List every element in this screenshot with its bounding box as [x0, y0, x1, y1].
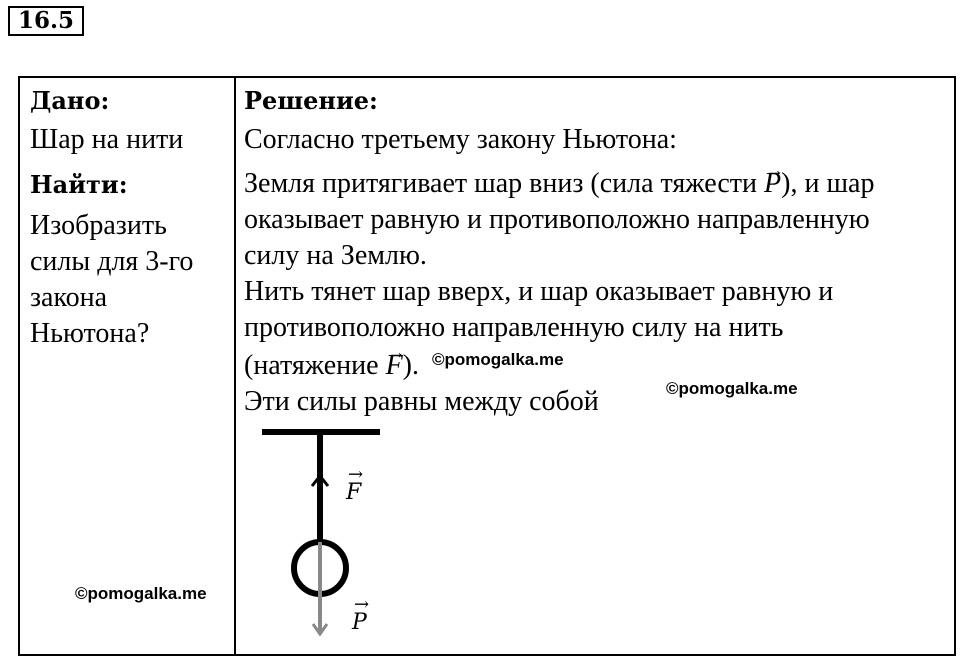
- solution-line-1: Согласно третьему закону Ньютона:: [244, 124, 677, 155]
- watermark-3: ©pomogalka.me: [75, 584, 207, 603]
- label-f: → F: [346, 480, 361, 505]
- solution-line-5: Нить тянет шар вверх, и шар оказывает равную и: [244, 276, 834, 307]
- vector-p-inline: → P: [764, 168, 781, 199]
- solution-line-8: Эти силы равны между собой: [244, 386, 599, 417]
- find-line-1: Изобразить: [30, 210, 167, 241]
- solution-line-7: [244, 348, 419, 384]
- label-p: → P: [352, 610, 367, 635]
- solution-line-7-end: ).: [402, 350, 419, 381]
- watermark-2: ©pomogalka.me: [666, 379, 798, 398]
- problem-number: 16.5: [8, 6, 84, 36]
- find-line-4: Ньютона?: [30, 318, 150, 349]
- solution-line-7-start: (натяжение: [244, 350, 386, 381]
- vector-f-inline: → F: [386, 350, 403, 381]
- force-diagram: [236, 420, 416, 650]
- given-heading: Дано:: [30, 86, 110, 115]
- find-line-2: силы для 3-го: [30, 246, 194, 277]
- find-line-3: закона: [30, 282, 108, 313]
- solution-line-2-start: Земля притягивает шар вниз (сила тяжести: [244, 168, 765, 199]
- solution-heading: Решение:: [244, 86, 378, 115]
- given-text: Шар на нити: [30, 124, 184, 155]
- solution-line-2: [244, 166, 874, 202]
- solution-line-2-end: ), и шар: [781, 168, 875, 199]
- solution-line-3: оказывает равную и противоположно направленную: [244, 204, 870, 235]
- find-heading: Найти:: [30, 170, 128, 199]
- force-diagram-svg: [236, 420, 416, 650]
- watermark-1: ©pomogalka.me: [432, 350, 564, 369]
- solution-line-6: противоположно направленную силу на нить: [244, 312, 784, 343]
- solution-line-4: силу на Землю.: [244, 240, 427, 271]
